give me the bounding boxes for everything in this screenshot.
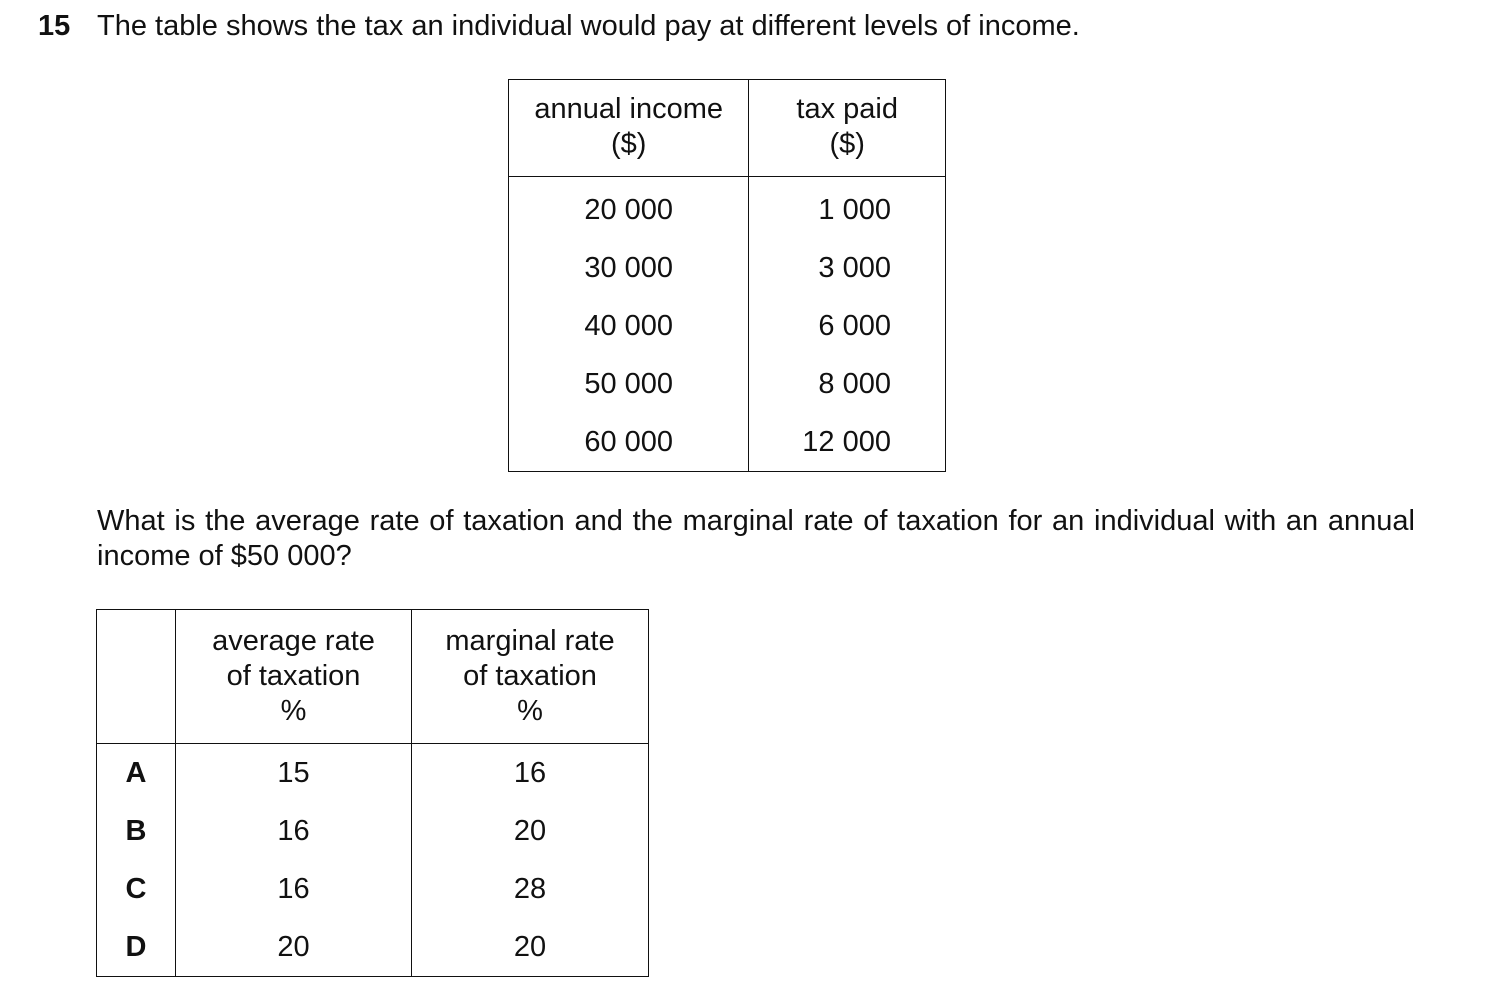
income-cell: 50 000 [509,355,749,413]
answer-table-header-row [97,610,649,744]
header-annual-income-label: annual income [534,93,723,125]
average-rate-cell: 16 [176,860,412,918]
header-tax-paid-label: tax paid [796,93,898,125]
answer-options-table [96,609,649,977]
header-annual-income-unit: ($) [610,128,647,160]
marginal-rate-cell: 28 [412,860,649,918]
average-rate-cell: 15 [176,744,412,803]
table-row [509,355,946,413]
header-marginal-rate [412,610,649,744]
question-intro: The table shows the tax an individual would pay at different levels of income. [97,10,1080,42]
header-marginal-rate-line1: marginal rate [445,625,615,657]
income-cell: 20 000 [509,177,749,240]
header-tax-paid [749,80,946,177]
option-letter: D [97,918,176,977]
answer-row-d [97,918,649,977]
marginal-rate-cell: 20 [412,918,649,977]
answer-row-c [97,860,649,918]
tax-cell: 1 000 [749,177,946,240]
tax-cell: 3 000 [749,239,946,297]
marginal-rate-cell: 16 [412,744,649,803]
tax-cell: 12 000 [749,413,946,472]
header-marginal-rate-line2: of taxation [463,660,597,692]
header-average-rate-unit: % [280,695,307,727]
answer-row-b [97,802,649,860]
header-marginal-rate-unit: % [517,695,543,727]
tax-table [508,79,946,472]
table-row [509,177,946,240]
table-row [509,297,946,355]
question-prompt: What is the average rate of taxation and the marginal rate of taxation for an individual with an annual income of $50 000? [97,505,1415,572]
answer-row-a [97,744,649,803]
average-rate-cell: 20 [176,918,412,977]
income-cell: 60 000 [509,413,749,472]
tax-cell: 8 000 [749,355,946,413]
average-rate-cell: 16 [176,802,412,860]
table-row [509,413,946,472]
option-letter: A [97,744,176,803]
header-option-blank [97,610,176,744]
tax-table-header-row [509,80,946,177]
marginal-rate-cell: 20 [412,802,649,860]
income-cell: 30 000 [509,239,749,297]
header-average-rate-line2: of taxation [226,660,361,692]
header-average-rate-line1: average rate [212,625,375,657]
header-annual-income [509,80,749,177]
tax-cell: 6 000 [749,297,946,355]
header-tax-paid-unit: ($) [829,128,865,160]
header-average-rate [176,610,412,744]
income-cell: 40 000 [509,297,749,355]
option-letter: B [97,802,176,860]
question-number: 15 [38,10,71,42]
option-letter: C [97,860,176,918]
table-row [509,239,946,297]
